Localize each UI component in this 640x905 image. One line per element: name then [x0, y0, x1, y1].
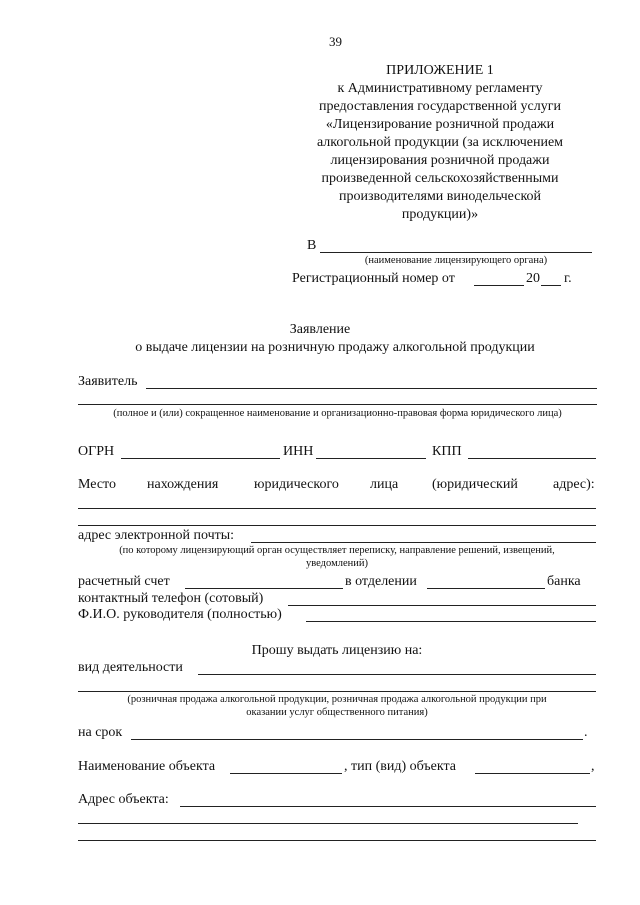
location-word: (юридический: [432, 477, 518, 492]
inn-field[interactable]: [316, 458, 426, 459]
object-address-field-line3[interactable]: [78, 840, 596, 841]
reg-date-field[interactable]: [474, 285, 524, 286]
object-type-comma: ,: [591, 759, 595, 774]
activity-field[interactable]: [198, 674, 596, 675]
appendix-header: [300, 62, 580, 224]
object-address-field-line2[interactable]: [78, 823, 578, 824]
appendix-line: произведенной сельскохозяйственными: [321, 171, 559, 186]
applicant-label: Заявитель: [78, 374, 138, 389]
statement-title: Заявление: [289, 322, 351, 337]
appendix-line: предоставления государственной услуги: [319, 99, 561, 114]
location-word: нахождения: [147, 477, 219, 492]
email-hint-line2: уведомлений): [306, 558, 368, 569]
email-hint: (по которому лицензирующий орган осуществляет переписку, направление решений, извещений,: [119, 545, 555, 556]
branch-label: в отделении: [345, 574, 417, 589]
email-field[interactable]: [251, 542, 596, 543]
object-type-label: , тип (вид) объекта: [344, 759, 456, 774]
activity-hint-line2: оказании услуг общественного питания): [246, 707, 428, 718]
appendix-line: к Административному регламенту: [337, 81, 543, 96]
term-period: .: [584, 725, 588, 740]
ogrn-label: ОГРН: [78, 444, 115, 459]
reg-year-field[interactable]: [541, 285, 561, 286]
location-word: Место: [78, 477, 116, 492]
appendix-line: «Лицензирование розничной продажи: [325, 117, 555, 132]
branch-field[interactable]: [427, 588, 545, 589]
object-type-field[interactable]: [475, 773, 590, 774]
reg-year-suffix: г.: [564, 271, 572, 286]
activity-hint: (розничная продажа алкогольной продукции, розничная продажа алкогольной продукции при: [127, 694, 547, 705]
bank-label: банка: [547, 574, 581, 589]
term-label: на срок: [78, 725, 123, 740]
activity-field-line2[interactable]: [78, 691, 596, 692]
applicant-field-line2[interactable]: [78, 404, 597, 405]
object-name-label: Наименование объекта: [78, 759, 216, 774]
location-word: лица: [370, 477, 399, 492]
licensing-authority-hint: (наименование лицензирующего органа): [364, 255, 548, 266]
licensing-authority-field[interactable]: [320, 252, 592, 253]
request-title: Прошу выдать лицензию на:: [251, 643, 423, 658]
appendix-line: лицензирования розничной продажи: [330, 153, 550, 168]
object-address-label: Адрес объекта:: [78, 792, 169, 807]
ogrn-field[interactable]: [121, 458, 280, 459]
inn-label: ИНН: [283, 444, 314, 459]
location-word: юридического: [254, 477, 339, 492]
term-field[interactable]: [131, 739, 583, 740]
addressee-prefix: В: [307, 238, 317, 253]
activity-label: вид деятельности: [78, 660, 183, 675]
applicant-hint: (полное и (или) сокращенное наименование и организационно-правовая форма юридического лица): [113, 408, 562, 419]
appendix-line: алкогольной продукции (за исключением: [316, 135, 564, 150]
appendix-line: производителями винодельческой: [338, 189, 542, 204]
kpp-label: КПП: [432, 444, 462, 459]
head-field[interactable]: [306, 621, 596, 622]
account-field[interactable]: [185, 588, 343, 589]
head-label: Ф.И.О. руководителя (полностью): [78, 607, 282, 622]
statement-subtitle: о выдаче лицензии на розничную продажу алкогольной продукции: [135, 340, 535, 355]
reg-year-prefix: 20: [526, 271, 540, 286]
phone-label: контактный телефон (сотовый): [78, 591, 264, 606]
legal-address-field[interactable]: [78, 508, 596, 509]
applicant-field[interactable]: [146, 388, 597, 389]
email-label: адрес электронной почты:: [78, 528, 235, 543]
object-address-field[interactable]: [180, 806, 596, 807]
appendix-title: ПРИЛОЖЕНИЕ 1: [386, 63, 494, 78]
account-label: расчетный счет: [78, 574, 170, 589]
legal-address-field-line2[interactable]: [78, 525, 596, 526]
object-name-field[interactable]: [230, 773, 342, 774]
phone-field[interactable]: [288, 605, 596, 606]
page-number: 39: [329, 34, 342, 49]
kpp-field[interactable]: [468, 458, 596, 459]
location-word: адрес):: [553, 477, 595, 492]
appendix-line: продукции)»: [401, 207, 479, 222]
reg-number-label: Регистрационный номер от: [292, 271, 455, 286]
